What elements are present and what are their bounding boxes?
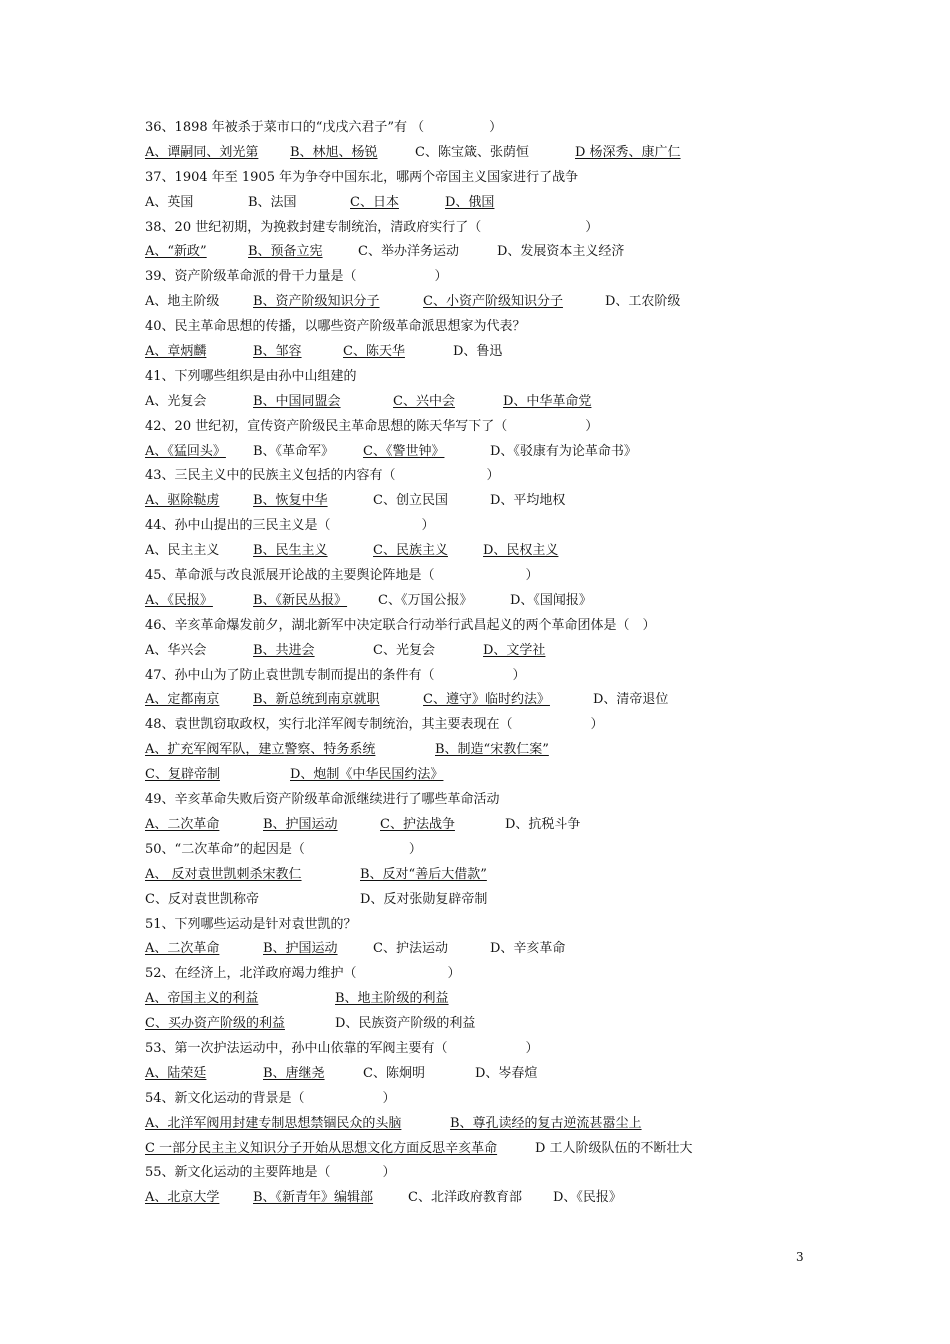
option: D、抗税斗争 <box>505 816 581 832</box>
option: C、《万国公报》 <box>378 592 473 608</box>
option-row <box>145 738 725 763</box>
option: C、反对袁世凯称帝 <box>145 891 259 907</box>
question-stem: 51、下列哪些运动是针对袁世凯的？ <box>145 916 357 932</box>
question-stem: 38、20 世纪初期，为挽救封建专制统治，清政府实行了（ ） <box>145 219 599 235</box>
answer-option: B、新总统到南京就职 <box>253 692 380 708</box>
option-row <box>145 290 725 315</box>
answer-option: B、共进会 <box>253 642 315 658</box>
answer-option: C、《警世钟》 <box>363 443 445 459</box>
option-row <box>145 191 725 216</box>
option: C、举办洋务运动 <box>358 244 459 260</box>
option-row <box>145 639 725 664</box>
answer-option: C、复辟帝制 <box>145 767 220 783</box>
answer-option: C、民族主义 <box>373 543 448 559</box>
answer-option: C、遵守》临时约法》 <box>423 692 550 708</box>
answer-option: C、小资产阶级知识分子 <box>423 294 563 310</box>
question-list <box>145 116 725 1211</box>
answer-option: A、“新政” <box>145 244 207 260</box>
question-stem: 44、孙中山提出的三民主义是（ ） <box>145 518 435 534</box>
question-stem: 40、民主革命思想的传播，以哪些资产阶级革命派思想家为代表？ <box>145 319 526 335</box>
option: D、辛亥革命 <box>490 941 566 957</box>
answer-option: D、俄国 <box>445 194 495 210</box>
answer-option: A、驱除鞑虏 <box>145 493 220 509</box>
answer-option: C 一部分民主主义知识分子开始从思想文化方面反思辛亥革命 <box>145 1140 498 1156</box>
answer-option: C、买办资产阶级的利益 <box>145 1016 285 1032</box>
answer-option: A、谭嗣同、刘光第 <box>145 144 259 160</box>
question-stem: 47、孙中山为了防止袁世凯专制而提出的条件有（ ） <box>145 667 526 683</box>
option: D、平均地权 <box>490 493 566 509</box>
option: C、北洋政府教育部 <box>408 1190 522 1206</box>
option-row <box>145 340 725 365</box>
option-row <box>145 440 725 465</box>
answer-option: B、护国运动 <box>263 816 338 832</box>
page-number: 3 <box>796 1250 804 1264</box>
question-stem: 49、辛亥革命失败后资产阶级革命派继续进行了哪些革命活动 <box>145 792 500 808</box>
answer-option: A、北洋军阀用封建专制思想禁锢民众的头脑 <box>145 1115 402 1131</box>
answer-option: B、邹容 <box>253 344 302 360</box>
answer-option: C、护法战争 <box>380 816 455 832</box>
answer-option: D、民权主义 <box>483 543 559 559</box>
option: D、发展资本主义经济 <box>497 244 625 260</box>
question-stem: 37、1904 年至 1905 年为争夺中国东北，哪两个帝国主义国家进行了战争 <box>145 169 579 185</box>
question-stem: 36、1898 年被杀于菜市口的“戊戌六君子”有 （ ） <box>145 120 503 135</box>
option: D、《民报》 <box>553 1190 622 1206</box>
option-row <box>145 1062 725 1087</box>
option: B、《革命军》 <box>253 443 335 459</box>
answer-option: A、扩充军阀军队，建立警察、特务系统 <box>145 742 376 758</box>
answer-option: A、二次革命 <box>145 941 220 957</box>
option-row <box>145 1137 725 1162</box>
option-row <box>145 1186 725 1211</box>
option-row <box>145 987 725 1012</box>
question-stem: 45、革命派与改良派展开论战的主要舆论阵地是（ ） <box>145 568 539 584</box>
option-row <box>145 141 725 166</box>
answer-option: B、林旭、杨锐 <box>290 144 378 160</box>
option-row <box>145 390 725 415</box>
option-row <box>145 1112 725 1137</box>
question-stem: 53、第一次护法运动中，孙中山依靠的军阀主要有（ ） <box>145 1040 539 1056</box>
answer-option: B、地主阶级的利益 <box>335 991 449 1007</box>
option: D、《驳康有为论革命书》 <box>490 443 637 459</box>
option: A、地主阶级 <box>145 294 220 310</box>
option-row <box>145 937 725 962</box>
question-stem: 46、辛亥革命爆发前夕，湖北新军中决定联合行动举行武昌起义的两个革命团体是（ ） <box>145 617 656 633</box>
answer-option: B、恢复中华 <box>253 493 328 509</box>
answer-option: B、资产阶级知识分子 <box>253 294 380 310</box>
answer-option: A、定都南京 <box>145 692 220 708</box>
question-stem: 41、下列哪些组织是由孙中山组建的 <box>145 368 357 384</box>
option: D、反对张勋复辟帝制 <box>360 891 488 907</box>
option: A、华兴会 <box>145 642 207 658</box>
answer-option: B、唐继尧 <box>263 1065 325 1081</box>
question-stem: 43、三民主义中的民族主义包括的内容有（ ） <box>145 468 500 484</box>
option-row <box>145 813 725 838</box>
answer-option: B、尊孔读经的复古逆流甚嚣尘上 <box>450 1115 642 1131</box>
option: D、岑春煊 <box>475 1065 538 1081</box>
answer-option: A、章炳麟 <box>145 344 207 360</box>
option-row <box>145 888 725 913</box>
option-row <box>145 863 725 888</box>
option: A、民主主义 <box>145 543 220 559</box>
answer-option: C、陈天华 <box>343 344 405 360</box>
option: C、光复会 <box>373 642 435 658</box>
question-stem: 39、资产阶级革命派的骨干力量是（ ） <box>145 269 448 285</box>
answer-option: A、《猛回头》 <box>145 443 226 459</box>
question-stem: 50、“二次革命”的起因是（ ） <box>145 841 422 857</box>
answer-option: D 杨深秀、康广仁 <box>575 144 681 160</box>
answer-option: D、文学社 <box>483 642 546 658</box>
option-row <box>145 539 725 564</box>
answer-option: C、兴中会 <box>393 393 455 409</box>
answer-option: B、反对“善后大借款” <box>360 866 487 882</box>
option-row <box>145 688 725 713</box>
option-row <box>145 1012 725 1037</box>
answer-option: A、《民报》 <box>145 592 213 608</box>
option-row <box>145 240 725 265</box>
question-stem: 52、在经济上，北洋政府竭力维护（ ） <box>145 966 461 982</box>
answer-option: C、日本 <box>350 194 399 210</box>
answer-option: B、《新民丛报》 <box>253 592 348 608</box>
option: D、鲁迅 <box>453 344 503 360</box>
option-row <box>145 589 725 614</box>
answer-option: A、北京大学 <box>145 1190 220 1206</box>
question-stem: 55、新文化运动的主要阵地是（ ） <box>145 1165 396 1181</box>
option: C、创立民国 <box>373 493 448 509</box>
answer-option: B、民生主义 <box>253 543 328 559</box>
option: A、英国 <box>145 194 194 210</box>
answer-option: A、陆荣廷 <box>145 1065 207 1081</box>
answer-option: B、护国运动 <box>263 941 338 957</box>
option-row <box>145 489 725 514</box>
option: C、护法运动 <box>373 941 448 957</box>
option: D、民族资产阶级的利益 <box>335 1016 476 1032</box>
answer-option: A、二次革命 <box>145 816 220 832</box>
option: D 工人阶级队伍的不断壮大 <box>535 1140 693 1156</box>
answer-option: B、预备立宪 <box>248 244 323 260</box>
question-stem: 42、20 世纪初，宣传资产阶级民主革命思想的陈天华写下了（ ） <box>145 418 599 434</box>
answer-option: A、帝国主义的利益 <box>145 991 259 1007</box>
answer-option: B、《新青年》编辑部 <box>253 1190 374 1206</box>
answer-option: D、炮制《中华民国约法》 <box>290 767 444 783</box>
question-stem: 48、袁世凯窃取政权，实行北洋军阀专制统治，其主要表现在（ ） <box>145 717 604 733</box>
option: C、陈炯明 <box>363 1065 425 1081</box>
answer-option: D、中华革命党 <box>503 393 592 409</box>
option: D、清帝退位 <box>593 692 669 708</box>
option: A、光复会 <box>145 393 207 409</box>
option: D、工农阶级 <box>605 294 681 310</box>
option: D、《国闻报》 <box>510 592 592 608</box>
question-stem: 54、新文化运动的背景是（ ） <box>145 1090 396 1106</box>
option: B、法国 <box>248 194 297 210</box>
option: C、陈宝箴、张荫恒 <box>415 144 529 160</box>
answer-option: B、中国同盟会 <box>253 393 341 409</box>
answer-option: A、 反对袁世凯刺杀宋教仁 <box>145 866 302 882</box>
answer-option: B、制造“宋教仁案” <box>435 742 549 758</box>
option-row <box>145 763 725 788</box>
